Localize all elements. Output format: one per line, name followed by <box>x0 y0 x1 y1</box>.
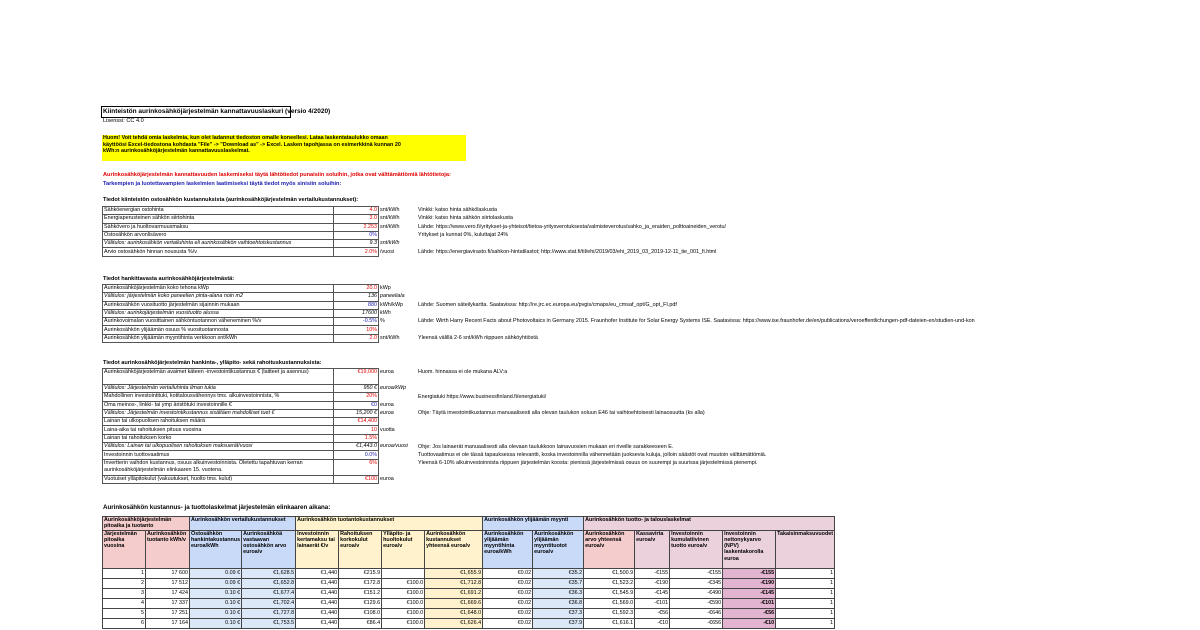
table-cell[interactable]: €1,753.5 <box>242 618 296 628</box>
table-cell[interactable]: -€155 <box>723 568 776 578</box>
table-row <box>103 568 835 578</box>
param-note: Vinkki: katso hinta sähkön siirtolaskusta <box>418 215 513 222</box>
param-value-cell[interactable]: €14,400 <box>334 418 379 426</box>
param-note: Yleensä välillä 2-6 snt/kWh riippuen sähköyhtiöstä <box>418 334 538 341</box>
table-cell[interactable]: €1,702.4 <box>242 598 296 608</box>
table-cell[interactable]: €1,712.8 <box>425 578 483 588</box>
param-value-cell[interactable]: €19,000 <box>334 369 379 385</box>
param-note: Lähde: https://energiavirasto.fi/sahkon-hintatilastot; http://www.stat.fi/til/ehi/2019/03/ehi_2019_03_2019-12-11_tie_001_fi.html <box>418 248 717 255</box>
table-cell[interactable]: €108.0 <box>339 608 382 618</box>
param-value-cell[interactable]: 20.0 <box>334 285 379 293</box>
param-note: Lähde: https://www.vero.fi/yritykset-ja-yhteisot/tietoa-yritysverotuksesta/valmisteverotus/sahko_ja_eraiden_polttoaineiden_verotu/ <box>418 223 727 230</box>
param-unit: snt/kWh <box>380 215 400 222</box>
table-cell[interactable]: €0.02 <box>483 598 533 608</box>
table-cell[interactable]: €0.02 <box>483 608 533 618</box>
param-note: Lähde: Suomen säteilykartta. Saatavissa: http://re.jrc.ec.europa.eu/pvgis/cmaps/eu_cmsaf_opt/G_opt_FI.pdf <box>418 301 677 308</box>
table-cell[interactable]: 3 <box>103 588 146 598</box>
param-row <box>103 334 407 342</box>
column-header: Aurinkosähkön ylijäämän myyntituotot euroa/v <box>533 530 584 568</box>
sheet-title: Kiinteistön aurinkosähköjärjestelmän kannattavuuslaskuri (versio 4/2020) <box>103 108 331 115</box>
param-label: Lainan tai ulkopuolisen rahoituksen määrä <box>103 418 334 426</box>
table-cell[interactable]: -€101 <box>635 598 670 608</box>
table-cell[interactable]: -€101 <box>723 598 776 608</box>
notice-line: käyttöösi Excel-tiedostona kohdasta "File" -> "Download as" -> Excel. Lasken tapohjassa on esimerkkinä kunnan 20 <box>103 141 401 148</box>
table-cell[interactable]: €1,626.4 <box>425 618 483 628</box>
param-value-cell[interactable]: €0 <box>334 401 379 409</box>
param-label: Välitulos: Järjestelmän vertailuhinta ilman tukia <box>103 385 334 393</box>
table-cell[interactable]: -€646 <box>670 608 723 618</box>
electricity-costs-table <box>102 206 402 257</box>
table-cell[interactable]: €1,727.8 <box>242 608 296 618</box>
param-label: Aurinkosähköjärjestelmän avaimet käteen -investointikustannus € (laitteet ja asennus) <box>103 369 334 385</box>
param-label: Aurinkosähkön vuosituotto järjestelmän sijainnin mukaan <box>103 301 334 309</box>
param-value-cell[interactable]: 2.0 <box>334 334 379 342</box>
param-value-cell[interactable]: 10% <box>334 326 379 334</box>
table-cell[interactable]: -€145 <box>635 588 670 598</box>
table-cell[interactable]: -€145 <box>723 588 776 598</box>
table-cell[interactable]: €215.9 <box>339 568 382 578</box>
param-value-cell[interactable]: 15,200 € <box>334 409 379 417</box>
param-unit: snt/kWh <box>380 240 400 247</box>
table-cell[interactable]: €1,648.0 <box>425 608 483 618</box>
table-cell[interactable] <box>382 568 425 578</box>
param-value-cell[interactable]: -0.5% <box>334 318 379 326</box>
param-unit: euroa/kWp <box>380 385 407 392</box>
param-row <box>103 223 402 231</box>
table-cell[interactable]: 2 <box>103 578 146 588</box>
param-label: Arvio ostosähkön hinnan noususta %/v <box>103 248 334 256</box>
table-cell[interactable]: 0.09 € <box>190 568 242 578</box>
param-value-cell[interactable]: 4.0 <box>334 207 379 215</box>
table-cell[interactable]: -€590 <box>670 598 723 608</box>
table-cell[interactable]: 0.10 € <box>190 608 242 618</box>
table-row <box>103 618 835 628</box>
column-header: Järjestelmän pitoaika vuosina <box>103 530 146 568</box>
param-row <box>103 318 407 326</box>
column-header: Kassavirta euroa/v <box>635 530 670 568</box>
param-row <box>103 459 410 475</box>
param-label: Välitulos: järjestelmän koko paneelien pinta-alana noin m2 <box>103 293 334 301</box>
table-cell[interactable]: €1,440 <box>296 598 339 608</box>
param-label: Investoinnin tuottovaatimus <box>103 451 334 459</box>
column-header: Aurinkosähkön kustannukset yhteensä euroa/v <box>425 530 483 568</box>
param-row <box>103 475 410 483</box>
table-cell[interactable]: €1,628.5 <box>242 568 296 578</box>
param-unit <box>379 326 407 334</box>
table-cell[interactable]: 0.10 € <box>190 618 242 628</box>
table-cell[interactable]: 0.10 € <box>190 588 242 598</box>
system-table <box>102 284 407 343</box>
section-title-system: Tiedot hankittavasta aurinkosähköjärjestelmästä: <box>103 276 235 282</box>
param-unit <box>379 459 410 475</box>
param-row <box>103 215 402 223</box>
param-note: Yleensä 6-10% alkuinvestoinnista riippuen järjestelmän koosta: pienissä järjestelmissä osuus on suurempi ja suurissa järjestelmissä pienempi. <box>418 460 758 467</box>
param-note: Vinkki: katso hinta sähkölaskusta <box>418 207 498 213</box>
costs-financing-table <box>102 368 410 484</box>
param-unit: % <box>380 318 385 325</box>
param-value-cell[interactable]: 950 € <box>334 385 379 393</box>
table-cell[interactable]: €1,655.9 <box>425 568 483 578</box>
param-value-cell[interactable]: 17600 <box>334 309 379 317</box>
section-title-electricity-costs: Tiedot kiinteistön ostosähkön kustannuksista (aurinkosähköjärjestelmän vertailukustannukset): <box>103 197 359 203</box>
param-note: Huom. hinnassa ei ole mukana ALV:a <box>418 369 508 375</box>
column-header: Aurinkosähkön arvo yhteensä euroa/v <box>584 530 635 568</box>
param-note: Lähde: Wirth Harry Recent Facts about Photovoltaics in Germany 2015. Fraunhofer Institute for Solar Energy Systems ISE. Saatavissa: https://www.ise.fraunhofer.de/en/publications/veroeffentlichungen-pdf-dateien-en/studien-und-kon <box>418 318 975 325</box>
param-unit: kWh <box>380 310 391 317</box>
table-cell[interactable]: €0.02 <box>483 588 533 598</box>
param-unit: paneeliala <box>380 293 405 300</box>
param-label: Aurinkosähkön ylijäämän myyntihinta verkkoon snt/kWh <box>103 334 334 342</box>
param-label: Laina-aika tai rahoituksen pituus vuosina <box>103 426 334 434</box>
table-cell[interactable]: €0.02 <box>483 568 533 578</box>
notice-line: Huom! Voit tehdä omia laskelmia, kun olet ladannut tiedoston omalle koneellesi. Lataa laskentataulukko omaan <box>103 135 388 141</box>
param-value-cell[interactable]: 6% <box>334 459 379 475</box>
param-note: Tuottovaatimus ei ole tässä tapauksessa relevantti, koska investoinnilla vähennetään juoksevia kuluja, jolloin säästöt ovat muutoin välttämättömiä. <box>418 451 767 458</box>
table-cell[interactable]: -€190 <box>635 578 670 588</box>
param-row <box>103 309 407 317</box>
download-notice <box>102 135 466 161</box>
table-cell[interactable]: 1 <box>776 578 835 588</box>
table-cell[interactable]: 1 <box>776 588 835 598</box>
param-unit: euroa <box>380 475 394 482</box>
table-cell[interactable]: €1,440 <box>296 568 339 578</box>
table-cell[interactable]: -€656 <box>670 618 723 628</box>
param-row <box>103 443 410 451</box>
param-unit: euroa <box>380 410 394 417</box>
table-cell[interactable]: €1,440 <box>296 608 339 618</box>
param-unit: /vuosi <box>380 248 395 255</box>
param-unit: snt/kWh <box>380 223 400 230</box>
param-label: Aurinkosähkön ylijäämän osuus % vuosituotannosta <box>103 326 334 334</box>
column-header: Takaisinmaksuvuodet <box>776 530 835 568</box>
table-cell[interactable]: €1,677.4 <box>242 588 296 598</box>
param-row <box>103 401 410 409</box>
table-cell[interactable]: -€490 <box>670 588 723 598</box>
table-cell[interactable]: -€155 <box>635 568 670 578</box>
param-label: Oma meinos-, linkki- tai ymp äristötuki investoinnille € <box>103 401 334 409</box>
param-label: Välitulos: Lainan tai ulkopuolisen rahoituksen maksuerät/vuosi <box>103 443 334 451</box>
table-cell[interactable]: €35.7 <box>533 578 584 588</box>
group-header-surplus-sale: Aurinkosähkön ylijäämän myynti <box>483 517 584 531</box>
column-header: Investoinnin kumulatiivinen tuotto euroa/v <box>670 530 723 568</box>
table-cell[interactable]: €1,440 <box>296 618 339 628</box>
table-cell[interactable]: -€190 <box>723 578 776 588</box>
param-unit: euroa <box>380 368 394 375</box>
table-cell[interactable]: 1 <box>776 608 835 618</box>
table-cell[interactable]: -€10 <box>635 618 670 628</box>
param-unit: euroa/vuosi <box>380 443 408 450</box>
table-cell[interactable]: €1,523.2 <box>584 578 635 588</box>
table-row <box>103 598 835 608</box>
param-value-cell[interactable]: 1.5% <box>334 434 379 442</box>
table-cell[interactable]: €1,545.9 <box>584 588 635 598</box>
lifecycle-title: Aurinkosähkön kustannus- ja tuottolaskelmat järjestelmän elinkaaren aikana: <box>103 504 331 511</box>
param-row <box>103 248 402 256</box>
param-value-cell[interactable]: 2.0% <box>334 248 379 256</box>
table-cell[interactable]: 1 <box>776 598 835 608</box>
table-cell[interactable]: 17 164 <box>146 618 190 628</box>
table-cell[interactable]: 17 424 <box>146 588 190 598</box>
table-cell[interactable]: -€10 <box>723 618 776 628</box>
param-unit <box>379 393 410 401</box>
table-cell[interactable]: -€155 <box>670 568 723 578</box>
param-unit: kWh/kWp <box>380 301 404 308</box>
param-note: Yritykset ja kunnat 0%, kuluttajat 24% <box>418 231 509 238</box>
table-cell[interactable]: €1,500.9 <box>584 568 635 578</box>
param-value-cell[interactable]: 20% <box>334 393 379 401</box>
column-header: Rahoituksen korkokulut euroa/v <box>339 530 382 568</box>
column-header: Ylläpito- ja huoltokulut euroa/v <box>382 530 425 568</box>
table-cell[interactable]: 0.10 € <box>190 598 242 608</box>
table-row <box>103 608 835 618</box>
table-cell[interactable]: 1 <box>103 568 146 578</box>
table-cell[interactable]: €36.8 <box>533 598 584 608</box>
table-cell[interactable]: €1,669.6 <box>425 598 483 608</box>
param-unit <box>379 418 410 426</box>
table-cell[interactable]: 6 <box>103 618 146 628</box>
param-value-cell[interactable]: 136 <box>334 293 379 301</box>
param-row <box>103 369 410 385</box>
param-row <box>103 293 407 301</box>
param-unit <box>379 451 410 459</box>
param-value-cell[interactable]: 0% <box>334 231 379 239</box>
table-cell[interactable]: €35.2 <box>533 568 584 578</box>
param-row <box>103 285 407 293</box>
table-cell[interactable]: €151.2 <box>339 588 382 598</box>
table-cell[interactable]: €1,616.1 <box>584 618 635 628</box>
table-cell[interactable]: €129.6 <box>339 598 382 608</box>
table-cell[interactable]: €1,440 <box>296 588 339 598</box>
param-row <box>103 393 410 401</box>
param-value-cell[interactable]: 880 <box>334 301 379 309</box>
table-cell[interactable]: €100.0 <box>382 598 425 608</box>
table-cell[interactable]: €1,440 <box>296 578 339 588</box>
param-unit: kWp <box>380 285 391 292</box>
table-cell[interactable]: €86.4 <box>339 618 382 628</box>
table-cell[interactable]: €1,592.3 <box>584 608 635 618</box>
param-note: Ohje: Täytä investointikustannus manuaalisesti alla olevan taulukon soluun E46 tai vaihtoehtoisesti lainaosuutta (ks alla) <box>418 410 705 417</box>
table-cell[interactable]: €172.8 <box>339 578 382 588</box>
param-row <box>103 326 407 334</box>
param-unit: vuotta <box>380 426 395 433</box>
table-cell[interactable]: -€345 <box>670 578 723 588</box>
lifecycle-table <box>102 516 835 629</box>
param-label: Välitulos: aurinkosähkön vertailuhinta eli aurinkosähkön vaihtoehtoiskustannus <box>103 240 334 248</box>
table-cell[interactable]: €37.3 <box>533 608 584 618</box>
group-header-production-costs: Aurinkosähkön tuotantokustannukset <box>296 517 483 531</box>
param-label: Välitulos: aurinkojärjestelmän vuosituotto alussa <box>103 309 334 317</box>
param-label: Vuotuiset ylläpitokulut (vakuutukset, huolto tms. kulut) <box>103 475 334 483</box>
param-value-cell[interactable]: 9.3 <box>334 240 379 248</box>
param-row <box>103 434 410 442</box>
column-header: Aurinkosähkön tuotanto kWh/v <box>146 530 190 568</box>
param-label: Sähköenergian ostohinta <box>103 207 334 215</box>
table-cell[interactable]: €1,652.8 <box>242 578 296 588</box>
column-header: Aurinkosähköä vastaavan ostosähkön arvo euroa/v <box>242 530 296 568</box>
param-value-cell[interactable]: 0.0% <box>334 451 379 459</box>
table-row <box>103 578 835 588</box>
param-row <box>103 231 402 239</box>
param-label: Invertterin vaihdon kustannus, osuus alkuinvestoinnista. Oletettu tapahtuvan kerran aurinkosähköjärjestelmän elinkaaren 15. vuotena. <box>103 459 334 475</box>
group-header-returns: Aurinkosähkön tuotto- ja talouslaskelmat <box>584 517 835 531</box>
notice-line: kWh:n aurinkosähköjärjestelmän kannattavuuslaskelmat. <box>103 148 250 154</box>
table-cell[interactable]: €100.0 <box>382 618 425 628</box>
param-value-cell[interactable]: €100 <box>334 475 379 483</box>
param-label: Välitulos: Järjestelmän investointikustannus sisältäen mahdolliset tuet € <box>103 409 334 417</box>
table-cell[interactable]: €1,569.0 <box>584 598 635 608</box>
table-cell[interactable]: €36.3 <box>533 588 584 598</box>
license-text: Lisenssi: CC 4.0 <box>103 118 144 124</box>
param-row <box>103 207 402 215</box>
table-cell[interactable]: 1 <box>776 568 835 578</box>
param-row <box>103 426 410 434</box>
param-label: Lainan tai rahoituksen korko <box>103 434 334 442</box>
param-row <box>103 451 410 459</box>
param-label: Ostosähkön arvonlisävero <box>103 231 334 239</box>
param-unit: snt/kWh <box>380 334 400 341</box>
param-row <box>103 418 410 426</box>
table-cell[interactable]: 0.09 € <box>190 578 242 588</box>
group-header-comparison: Aurinkosähkön vertailukustannukset <box>190 517 296 531</box>
table-cell[interactable]: 4 <box>103 598 146 608</box>
param-unit: snt/kWh <box>380 207 400 214</box>
param-value-cell[interactable]: 3.0 <box>334 215 379 223</box>
param-unit: euroa <box>380 401 394 408</box>
param-label: Sähkövero ja huoltovarmuusmaksu <box>103 223 334 231</box>
param-row <box>103 240 402 248</box>
param-unit <box>379 434 410 442</box>
param-row <box>103 301 407 309</box>
column-header: Investoinnin kertamaksu tai lainaerät €/v <box>296 530 339 568</box>
table-cell[interactable]: €100.0 <box>382 588 425 598</box>
column-header: Aurinkosähkön ylijäämän myyntihinta euroa/kWh <box>483 530 533 568</box>
table-cell[interactable]: 17 337 <box>146 598 190 608</box>
param-value-cell[interactable]: €1,443.0 <box>334 443 379 451</box>
table-cell[interactable]: €0.02 <box>483 618 533 628</box>
column-header: Ostosähkön hankintakustannus euroa/kWh <box>190 530 242 568</box>
param-row <box>103 409 410 417</box>
section-title-costs-financing: Tiedot aurinkosähköjärjestelmän hankinta-, ylläpito- sekä rahoituskustannuksista: <box>103 360 322 366</box>
param-label: Mahdollinen investointituki, kotitalousvähennys tms. alkuinvestoinnista, % <box>103 393 334 401</box>
param-value-cell[interactable]: 10 <box>334 426 379 434</box>
column-header: Investoinnin nettonykyarvo (NPV) laskentakorolla euroa <box>723 530 776 568</box>
param-row <box>103 385 410 393</box>
param-note: Energiatuki https://www.businessfinland.fi/energiatuki/ <box>418 393 547 400</box>
param-label: Energiaperusteinen sähkön siirtohinta <box>103 215 334 223</box>
table-cell[interactable]: 5 <box>103 608 146 618</box>
optional-inputs-instruction: Tarkempien ja luotettavampien laskelmien laatimiseksi täytä tiedot myös sinisiin soluihin: <box>103 181 342 187</box>
group-header-production: Aurinkosähköjärjestelmän pitoaika ja tuotanto <box>103 517 190 531</box>
param-label: Aurinkovoimalan vuosittainen sähköntuotannon väheneminen %/v <box>103 318 334 326</box>
table-cell[interactable]: 17 251 <box>146 608 190 618</box>
table-cell[interactable]: -€56 <box>635 608 670 618</box>
table-cell[interactable]: -€56 <box>723 608 776 618</box>
table-cell[interactable]: €37.9 <box>533 618 584 628</box>
table-cell[interactable]: 17 600 <box>146 568 190 578</box>
param-label: Aurinkosähköjärjestelmän koko tehona kWp <box>103 285 334 293</box>
table-cell[interactable]: €100.0 <box>382 608 425 618</box>
required-inputs-instruction: Aurinkosähköjärjestelmän kannattavuuden laskemiseksi täytä lähtötiedot punaisiin soluihin, jotka ovat välttämättömiä lähtötietoja: <box>103 172 451 178</box>
param-unit <box>379 231 402 239</box>
table-cell[interactable]: 17 512 <box>146 578 190 588</box>
table-row <box>103 588 835 598</box>
table-cell[interactable]: €1,691.2 <box>425 588 483 598</box>
param-note: Ohje: Jos lainaerät manuaalisesti alla olevaan taulukkoon lainavuosien mukaan eri riveille sarakkeeseen E. <box>418 443 674 450</box>
table-cell[interactable]: €0.02 <box>483 578 533 588</box>
table-cell[interactable]: €100.0 <box>382 578 425 588</box>
param-value-cell[interactable]: 2.253 <box>334 223 379 231</box>
table-cell[interactable]: 1 <box>776 618 835 628</box>
